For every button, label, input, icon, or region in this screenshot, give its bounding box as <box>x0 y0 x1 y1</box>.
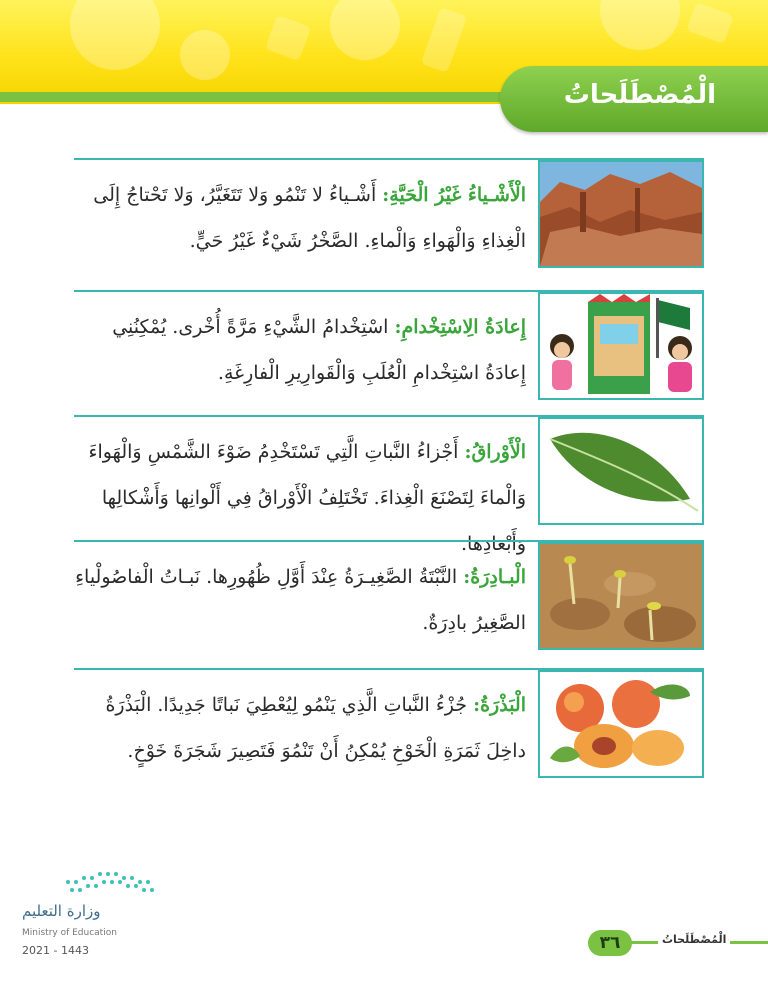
seedlings-soil-image <box>538 542 704 650</box>
entry-text <box>74 682 526 774</box>
glossary-term: الْأَشْـياءُ غَيْرُ الْحَيَّةِ: <box>382 184 526 206</box>
green-leaf-image <box>538 417 704 525</box>
glossary-entry <box>74 415 704 555</box>
entry-text <box>74 304 526 396</box>
page-footer-bar <box>588 930 768 956</box>
entry-text <box>74 554 526 646</box>
glossary-definition: جُزْءُ النَّباتِ الَّذِي يَنْمُو لِيُعْطِيَ نَباتًا جَدِيدًا. الْبَذْرَةُ داخِلَ ثَمَرَةِ الْخَوْخِ يُمْكِنُ أَنْ تَنْمُوَ فَتَصِيرَ شَجَرَةَ خَوْخٍ. <box>105 694 526 762</box>
rock-formation-image <box>538 160 704 268</box>
glossary-entry <box>74 158 704 272</box>
ministry-name-english: Ministry of Education <box>22 928 117 938</box>
glossary-term: الْأَوْراقُ: <box>464 441 526 463</box>
glossary-entry <box>74 290 704 404</box>
page-number: ٣٦ <box>588 930 632 956</box>
page-section-label: الْمُصْطَلَحاتُ <box>658 933 730 946</box>
glossary-term: الْبَذْرَةُ: <box>473 694 526 716</box>
ministry-name-arabic: وزارة التعليم <box>22 902 101 920</box>
glossary-entry <box>74 668 704 782</box>
glossary-term: الْبـادِرَةُ: <box>463 566 526 588</box>
glossary-definition: اسْتِخْدامُ الشَّيْءِ مَرَّةً أُخْرى. يُمْكِنُنِي إِعادَةُ اسْتِخْدامِ الْعُلَبِ وَالْقَوارِيرِ الْفارِغَةِ. <box>112 316 526 384</box>
ministry-dots-icon <box>66 870 166 896</box>
glossary-term: إِعادَةُ الِاسْتِخْدامِ: <box>394 316 526 338</box>
children-recycled-craft-image <box>538 292 704 400</box>
chapter-title-tab <box>500 66 768 132</box>
edition-year: 2021 - 1443 <box>22 944 89 957</box>
glossary-entry <box>74 540 704 654</box>
glossary-definition: النَّبْتَةُ الصَّغِيـرَةُ عِنْدَ أَوَّلِ ظُهُورِها. نَبـاتُ الْفاصُولْياءِ الصَّغِيرُ بادِرَةٌ. <box>75 566 526 634</box>
peaches-image <box>538 670 704 778</box>
glossary-definition: أَجْزاءُ النَّباتِ الَّتِي تَسْتَخْدِمُ ضَوْءَ الشَّمْسِ وَالْهَواءَ وَالْماءَ لِتَصْنَعَ الْغِذاءَ. تَخْتَلِفُ الْأَوْراقُ فِي أَلْوانِها وَأَشْكالِها وَأَبْعادِها. <box>88 441 526 555</box>
entry-text <box>74 172 526 264</box>
chapter-title: الْمُصْطَلَحاتُ <box>563 80 716 110</box>
ministry-logo <box>16 870 156 970</box>
glossary-definition: أَشْـياءُ لا تَنْمُو وَلا تَتَغَيَّرُ، وَلا تَحْتاجُ إِلَى الْغِذاءِ وَالْهَواءِ وَالْماءِ. الصَّخْرُ شَيْءٌ غَيْرُ حَيٍّ. <box>93 184 526 252</box>
